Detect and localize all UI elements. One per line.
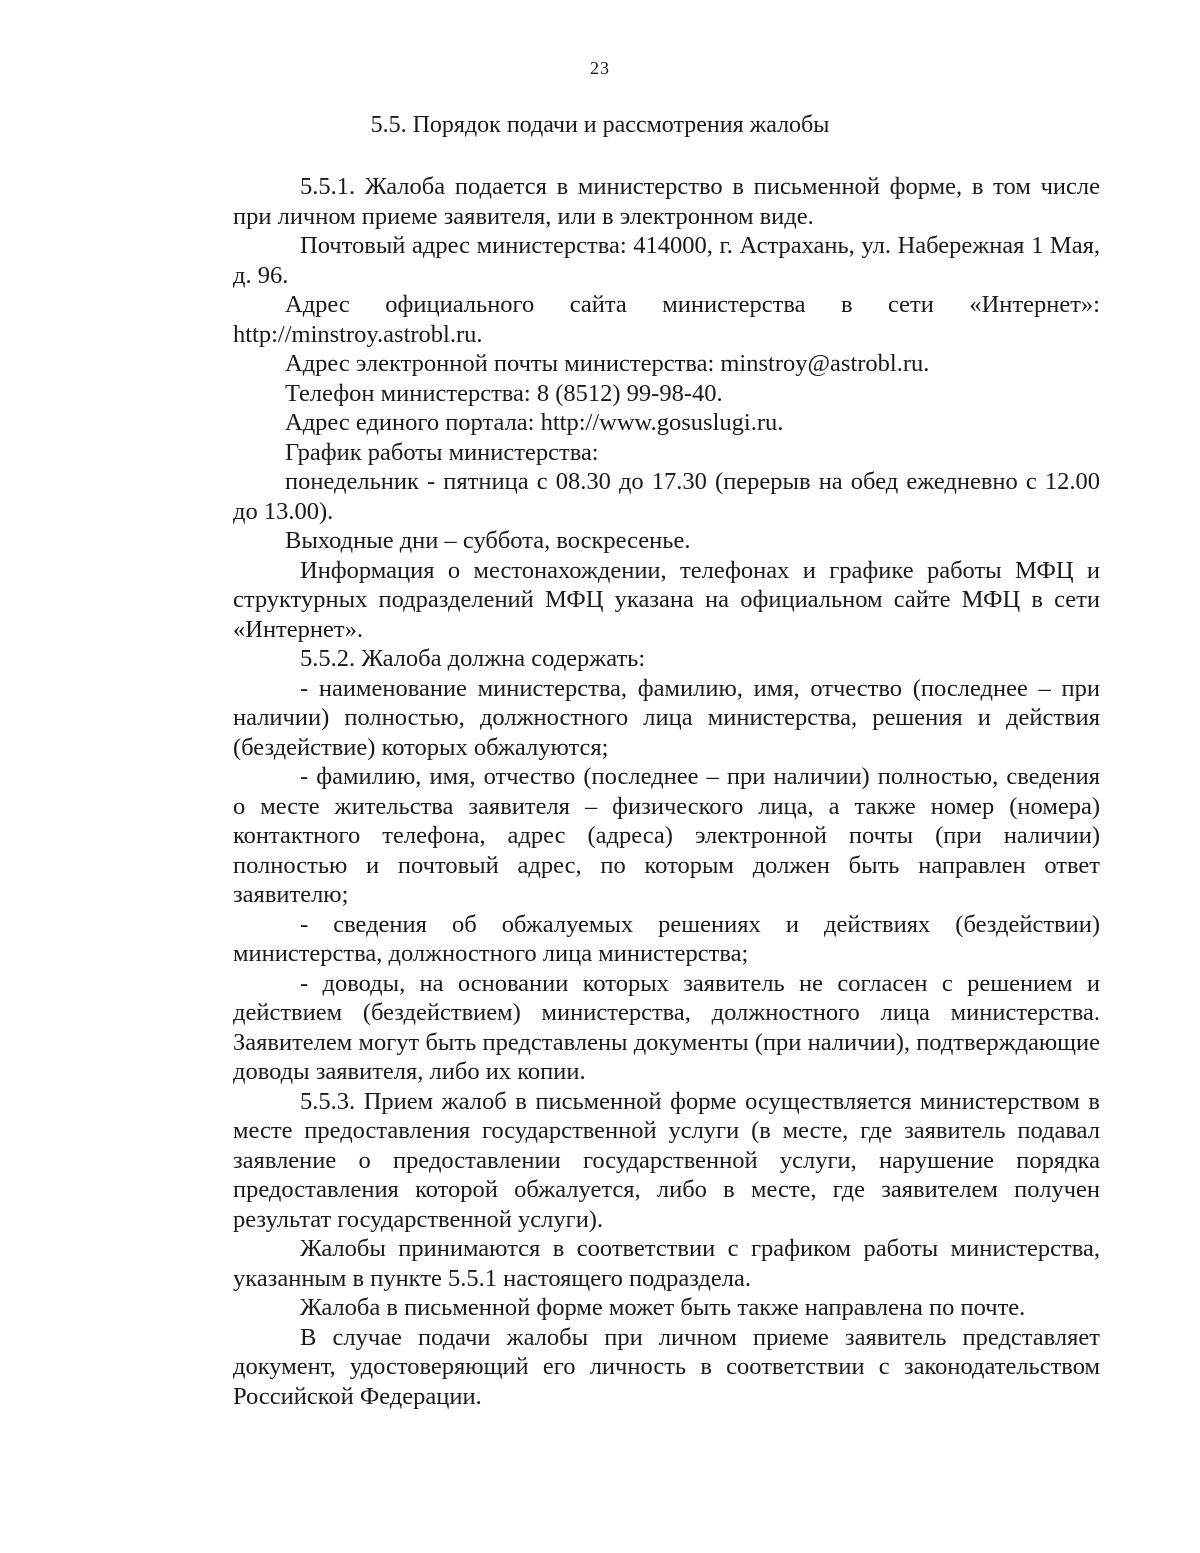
paragraph-mfc-info: Информация о местонахождении, телефонах и графике работы МФЦ и структурных подразделений МФЦ указана на официальном сайте МФЦ в сети «Интернет». (233, 556, 1100, 643)
page-number: 23 (590, 58, 610, 78)
paragraph-schedule-weekdays: понедельник - пятница с 08.30 до 17.30 (перерыв на обед ежедневно с 12.00 до 13.00). (233, 468, 1100, 525)
paragraph-5-5-3: 5.5.3. Прием жалоб в письменной форме осуществляется министерством в месте предоставления государственной услуги (в месте, где заявитель подавал заявление о предоставлении государственной услуги, нарушение порядка предоставления которой обжалуется, либо в месте, где заявителем получен результат государственной услуги). (233, 1087, 1100, 1233)
section-title: 5.5. Порядок подачи и рассмотрения жалобы (370, 112, 830, 138)
list-item-appealed-decisions: - сведения об обжалуемых решениях и действиях (бездействии) министерства, должностного лица министерства; (233, 910, 1100, 967)
paragraph-identity-document: В случае подачи жалобы при личном приеме заявитель представляет документ, удостоверяющий его личность в соответствии с законодательством Российской Федерации. (233, 1323, 1100, 1410)
paragraph-by-mail: Жалоба в письменной форме может быть также направлена по почте. (300, 1294, 1026, 1321)
paragraph-email: Адрес электронной почты министерства: minstroy@astrobl.ru. (285, 350, 930, 377)
paragraph-website: Адрес официального сайта министерства в сети «Интернет»: http://minstroy.astrobl.ru. (233, 291, 1100, 348)
paragraph-postal-address: Почтовый адрес министерства: 414000, г. Астрахань, ул. Набережная 1 Мая, д. 96. (233, 232, 1100, 289)
paragraph-phone: Телефон министерства: 8 (8512) 99-98-40. (285, 379, 723, 407)
list-item-arguments: - доводы, на основании которых заявитель не согласен с решением и действием (бездействием) министерства, должностного лица министерства. Заявителем могут быть представлены документы (при наличии), подтверждающие доводы заявителя, либо их копии. (233, 969, 1100, 1085)
paragraph-5-5-1: 5.5.1. Жалоба подается в министерство в письменной форме, в том числе при личном приеме заявителя, или в электронном виде. (233, 173, 1100, 230)
paragraph-schedule-heading: График работы министерства: (285, 438, 599, 466)
paragraph-5-5-2: 5.5.2. Жалоба должна содержать: (300, 645, 646, 672)
paragraph-days-off: Выходные дни – суббота, воскресенье. (285, 527, 691, 554)
document-body (233, 172, 1100, 1411)
list-item-ministry-name: - наименование министерства, фамилию, имя, отчество (последнее – при наличии) полностью, должностного лица министерства, решения и действия (бездействие) которых обжалуются; (233, 674, 1100, 761)
paragraph-portal: Адрес единого портала: http://www.gosuslugi.ru. (285, 409, 784, 436)
list-item-applicant-details: - фамилию, имя, отчество (последнее – при наличии) полностью, сведения о месте жительства заявителя – физического лица, а также номер (номера) контактного телефона, адрес (адреса) электронной почты (при наличии) полностью и почтовый адрес, по которым должен быть направлен ответ заявителю; (233, 763, 1100, 908)
paragraph-complaints-accepted: Жалобы принимаются в соответствии с графиком работы министерства, указанным в пункте 5.5.1 настоящего подраздела. (233, 1235, 1100, 1292)
